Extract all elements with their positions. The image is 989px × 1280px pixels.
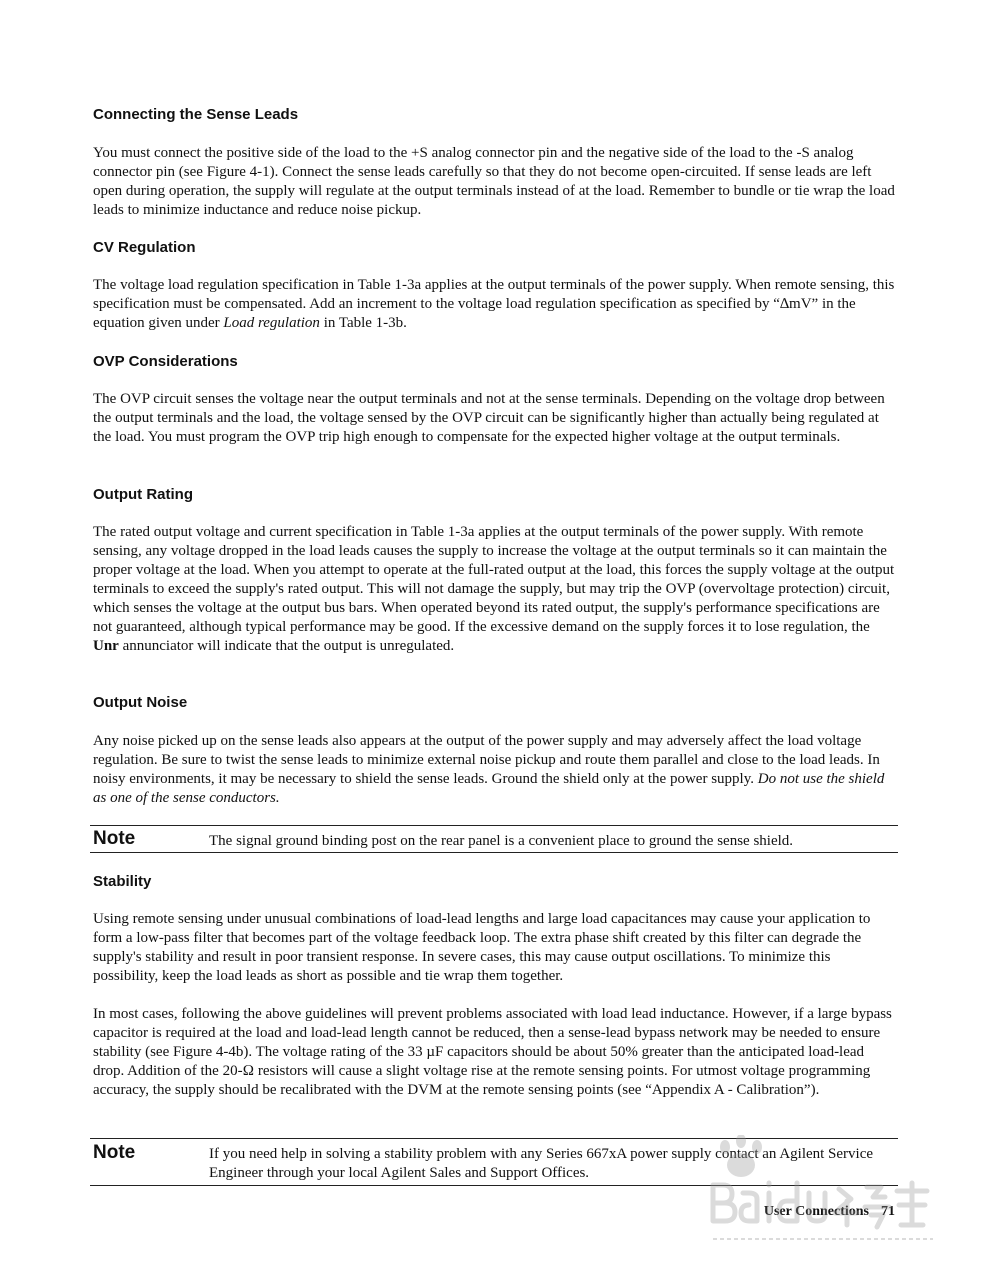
paragraph-sense-leads: You must connect the positive side of the load to the +S analog connector pin and the negative side of the load to the -S analog connector pin (see Figure 4-1). Connect the sense leads carefully so that they do not become open-circuited. If sense leads are left open during operation, the supply will regulate at the output terminals instead of at the load. Remember to bundle or tie wrap the load leads to minimize inductance and reduce noise pickup.: [93, 145, 895, 218]
paragraph-output-rating: [93, 523, 898, 656]
heading-output-rating: Output Rating: [93, 486, 193, 503]
rating-text-a: The rated output voltage and current specification in Table 1-3a applies at the output terminals of the power supply. With remote sensing, any voltage dropped in the load leads causes the supply to increase the voltage at the output terminals so it can maintain the proper voltage at the load. When you attempt to operate at the full-rated output at the load, this forces the supply voltage at the output terminals to exceed the supply's rated output. This will not damage the supply, but may trip the OVP (overvoltage protection) circuit, which senses the voltage at the output bus bars. When operated beyond its rated output, the supply's performance specifications are not guaranteed, although typical performance may be good. If the excessive demand on the supply forces it to lose regulation, the: [93, 524, 895, 635]
heading-sense-leads: Connecting the Sense Leads: [93, 106, 299, 123]
paragraph-ovp: The OVP circuit senses the voltage near the output terminals and not at the sense terminals. Depending on the voltage drop between the output terminals and the load, the voltage sensed by the OVP circuit can be significantly higher than actually being regulated at the load. You must program the OVP trip high enough to compensate for the expected higher voltage at the output terminals.: [93, 391, 885, 445]
note1-text: The signal ground binding post on the rear panel is a convenient place to ground the sense shield.: [209, 833, 794, 849]
heading-stability: Stability: [93, 873, 152, 890]
paragraph-stability-1: Using remote sensing under unusual combinations of load-lead lengths and large load capacitances may cause your application to form a low-pass filter that becomes part of the voltage feedback loop. The extra phase shift created by this filter can degrade the supply's stability and result in poor transient response. In severe cases, this may cause output oscillations. To minimize this possibility, keep the load leads as short as possible and tie wrap them together.: [93, 911, 871, 984]
cv-italic-term: Load regulation: [223, 315, 320, 331]
paragraph-stability-2: In most cases, following the above guidelines will prevent problems associated with load lead inductance. However, if a large bypass capacitor is required at the load and load-lead length cannot be reduced, then a sense-lead bypass network may be needed to ensure stability (see Figure 4-4b). The voltage rating of the 33 µF capacitors should be about 50% greater than the anticipated load-lead drop. Addition of the 20-Ω resistors will cause a slight voltage rise at the remote sensing points. For utmost voltage programming accuracy, the supply should be recalibrated with the DVM at the remote sensing points (see “Appendix A - Calibration”).: [93, 1006, 892, 1098]
note2-text: If you need help in solving a stability problem with any Series 667xA power supply contact an Agilent Service Engineer through your local Agilent Sales and Support Offices.: [209, 1146, 874, 1181]
cv-text-b: in Table 1-3b.: [319, 315, 407, 331]
noise-text-a: Any noise picked up on the sense leads also appears at the output of the power supply and may adversely affect the load voltage regulation. Be sure to twist the sense leads to minimize external noise pickup and route them parallel and close to the load leads. In noisy environments, it may be necessary to shield the sense leads. Ground the shield only at the power supply.: [93, 733, 880, 787]
footer-section-title: User Connections: [763, 1204, 869, 1219]
paragraph-output-noise: [93, 732, 898, 808]
note1-bottom-rule: [90, 852, 898, 853]
cv-text-a: The voltage load regulation specification in Table 1-3a applies at the output terminals of the power supply. When remote sensing, this specification must be compensated. Add an increment to the voltage load regulation specification as specified by “∆mV” in the equation given under: [93, 277, 895, 331]
unr-annunciator-term: Unr: [93, 638, 119, 654]
note1-top-rule: [90, 825, 898, 826]
heading-output-noise: Output Noise: [93, 694, 188, 711]
note2-label: Note: [93, 1142, 136, 1163]
footer-page-number: 71: [881, 1204, 895, 1219]
heading-ovp: OVP Considerations: [93, 353, 238, 370]
paragraph-cv-regulation: [93, 276, 898, 333]
note1-label: Note: [93, 828, 136, 849]
heading-cv-regulation: CV Regulation: [93, 239, 196, 256]
rating-text-b: annunciator will indicate that the output is unregulated.: [118, 638, 455, 654]
noise-italic-warning: Do not use the shield as one of the sense conductors.: [93, 771, 885, 806]
baidu-watermark-logo: [705, 1135, 935, 1245]
